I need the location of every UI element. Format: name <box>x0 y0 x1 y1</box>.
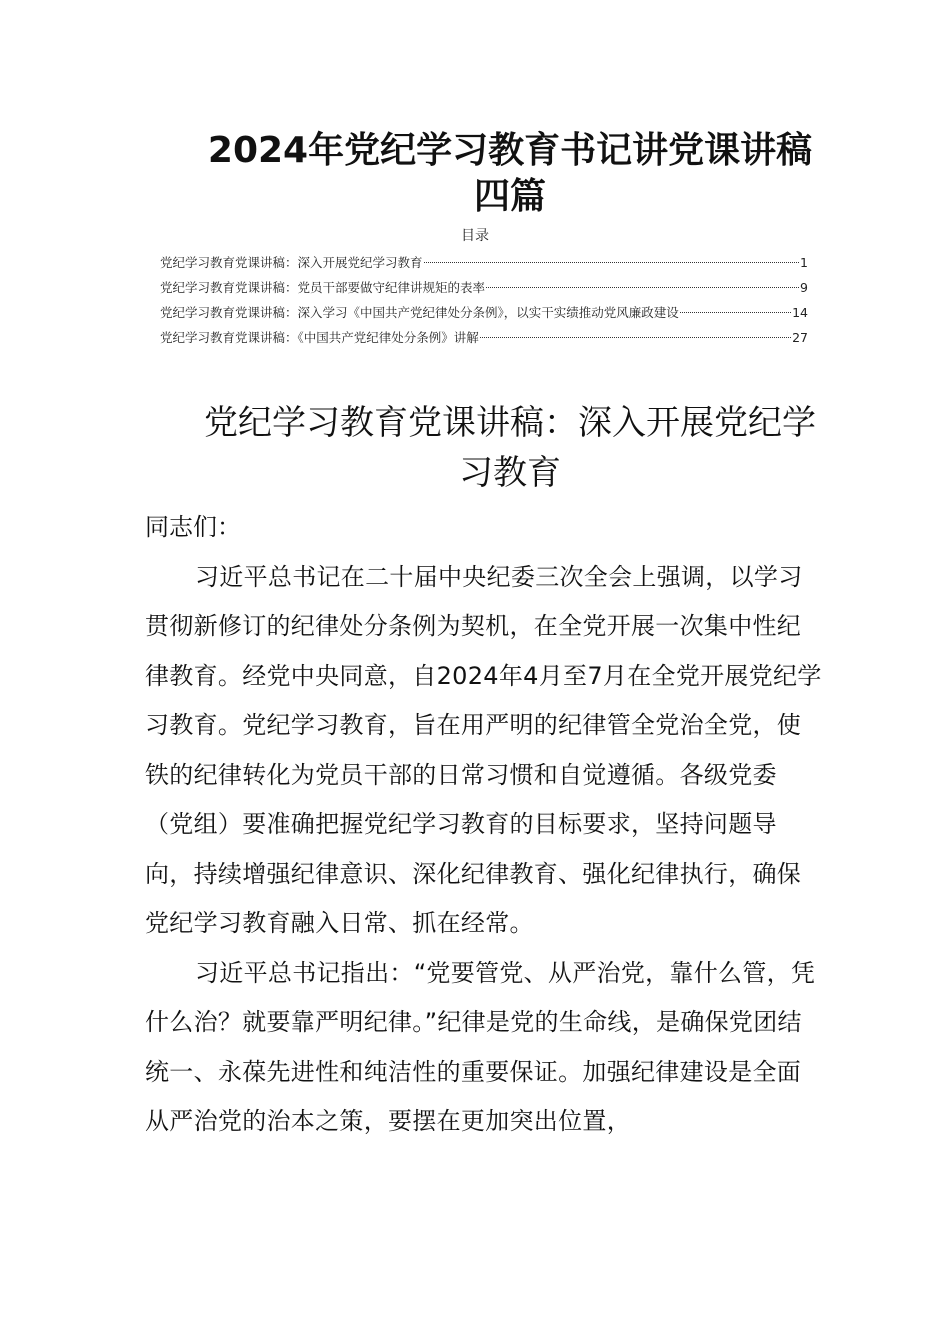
body-paragraph: 习近平总书记指出：“党要管党、从严治党，靠什么管，凭什么治？就要靠严明纪律。”纪律是党的生命线，是确保党团结统一、永葆先进性和纯洁性的重要保证。加强纪律建设是全面从严治党的治本之策，要摆在更加突出位置， <box>145 958 816 1135</box>
toc-entry[interactable] <box>160 250 808 275</box>
toc-entry[interactable] <box>160 275 808 300</box>
toc-entry-page: 14 <box>792 305 808 320</box>
toc-entry[interactable] <box>160 300 808 325</box>
toc-leader-dots <box>486 287 799 288</box>
toc-heading: 目录 <box>461 228 489 244</box>
toc-leader-dots <box>424 262 800 263</box>
section-title: 党纪学习教育党课讲稿：深入开展党纪学习教育 <box>204 403 816 493</box>
toc-leader-dots <box>680 312 791 313</box>
toc-entry[interactable] <box>160 325 808 350</box>
toc-entry-page: 27 <box>792 330 808 345</box>
document-body <box>145 503 825 1147</box>
toc-entry-title: 党纪学习教育党课讲稿：《中国共产党纪律处分条例》讲解 <box>160 330 479 345</box>
toc-entry-title: 党纪学习教育党课讲稿：党员干部要做守纪律讲规矩的表率 <box>160 280 486 295</box>
toc-entry-title: 党纪学习教育党课讲稿：深入学习《中国共产党纪律处分条例》，以实干实绩推动党风廉政建设 <box>160 305 679 320</box>
toc-entry-page: 9 <box>800 280 808 295</box>
table-of-contents <box>160 250 808 350</box>
document-title: 2024年党纪学习教育书记讲党课讲稿四篇 <box>207 130 813 217</box>
toc-leader-dots <box>480 337 791 338</box>
body-paragraph: 习近平总书记在二十届中央纪委三次全会上强调，以学习贯彻新修订的纪律处分条例为契机，在全党开展一次集中性纪律教育。经党中央同意，自2024年4月至7月在全党开展党纪学习教育。党纪学习教育，旨在用严明的纪律管全党治全党，使铁的纪律转化为党员干部的日常习惯和自觉遵循。各级党委（党组）要准确把握党纪学习教育的目标要求，坚持问题导向，持续增强纪律意识、深化纪律教育、强化纪律执行，确保党纪学习教育融入日常、抓在经常。 <box>145 562 822 937</box>
toc-entry-title: 党纪学习教育党课讲稿：深入开展党纪学习教育 <box>160 255 423 270</box>
salutation: 同志们： <box>145 513 241 541</box>
toc-entry-page: 1 <box>800 255 808 270</box>
